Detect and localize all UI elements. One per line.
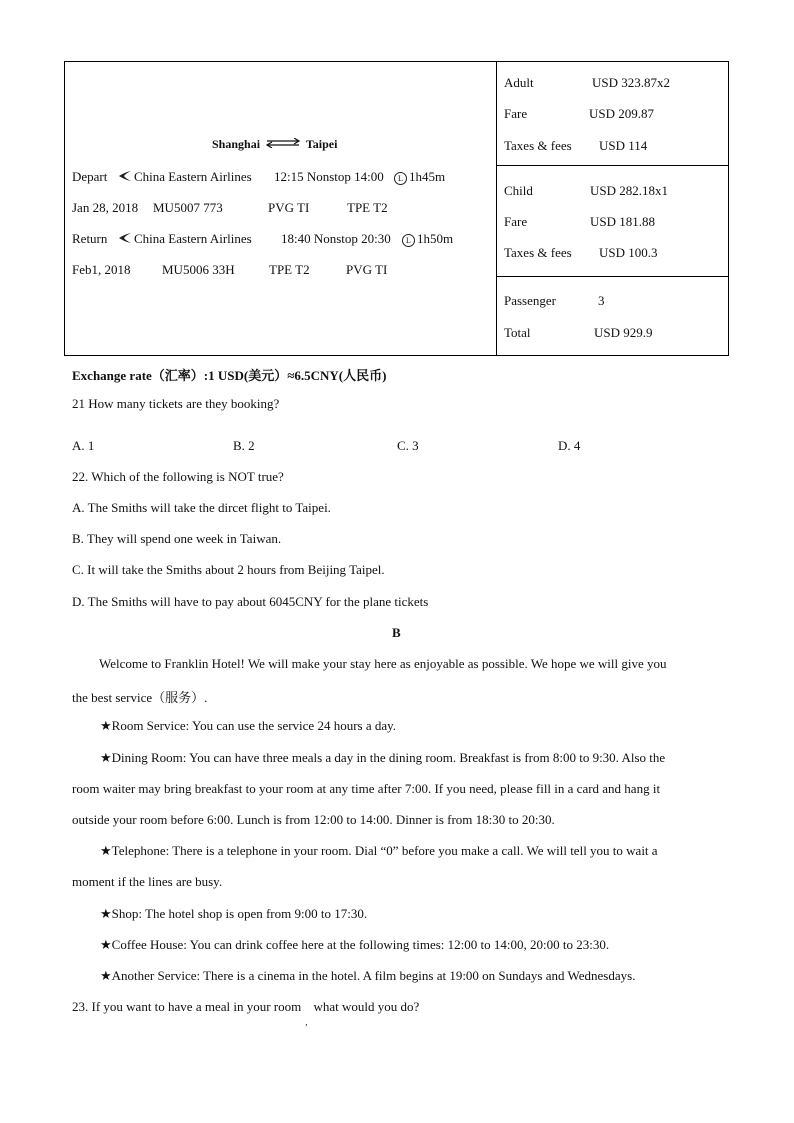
total-value: USD 929.9	[594, 325, 653, 340]
return-from-terminal: TPE T2	[269, 262, 310, 277]
return-to-terminal: PVG TI	[346, 262, 388, 277]
adult-value: USD 323.87x2	[592, 75, 671, 90]
intro-line-1: Welcome to Franklin Hotel! We will make your stay here as enjoyable as possible. We hope we will give you	[99, 656, 667, 671]
coffee-house-item: ★Coffee House: You can drink coffee here at the following times: 12:00 to 14:00, 20:00 to 23:30.	[100, 937, 610, 952]
depart-to-terminal: TPE T2	[347, 200, 388, 215]
adult-tax-value: USD 114	[599, 138, 648, 153]
room-service-item: ★Room Service: You can use the service 24 hours a day.	[100, 718, 397, 733]
return-duration-row	[400, 231, 453, 247]
child-fare-value: USD 181.88	[590, 214, 656, 229]
adult-fare-value: USD 209.87	[589, 106, 655, 121]
comma-mark: ,	[305, 1017, 308, 1027]
clock-icon: L	[402, 234, 415, 247]
depart-duration-row	[392, 169, 445, 185]
return-airline: China Eastern Airlines	[134, 231, 252, 246]
dining-line-1: ★Dining Room: You can have three meals a day in the dining room. Breakfast is from 8:00 to 9:30. Also the	[100, 750, 666, 765]
depart-airline: China Eastern Airlines	[134, 169, 252, 184]
child-tax-label: Taxes & fees	[504, 245, 572, 260]
q22-option-a: A. The Smiths will take the dircet flight to Taipei.	[72, 500, 331, 515]
return-times: 18:40 Nonstop 20:30	[281, 231, 391, 246]
clock-icon: L	[394, 172, 407, 185]
q21-option-a: A. 1	[72, 438, 95, 453]
route-from: Shanghai	[212, 137, 261, 151]
adult-tax-label: Taxes & fees	[504, 138, 572, 153]
round-trip-arrows-icon	[265, 138, 301, 148]
another-service-item: ★Another Service: There is a cinema in the hotel. A film begins at 19:00 on Sundays and Wednesdays.	[100, 968, 636, 983]
dining-line-2: room waiter may bring breakfast to your room at any time after 7:00. If you need, please fill in a card and hang it	[72, 781, 661, 796]
q21-option-b: B. 2	[233, 438, 255, 453]
adult-fare-label: Fare	[504, 106, 528, 121]
total-label: Total	[504, 325, 531, 340]
intro-line-2: the best service（服务）.	[72, 690, 208, 705]
exchange-rate: Exchange rate（汇率）:1 USD(美元）≈6.5CNY(人民币)	[72, 368, 387, 383]
depart-airline-row	[118, 169, 252, 185]
depart-duration: 1h45m	[409, 169, 446, 184]
depart-date: Jan 28, 2018	[72, 200, 139, 215]
return-label: Return	[72, 231, 108, 246]
return-date: Feb1, 2018	[72, 262, 131, 277]
q22-question: 22. Which of the following is NOT true?	[72, 469, 284, 484]
depart-label: Depart	[72, 169, 108, 184]
route-header	[212, 137, 337, 152]
passenger-value: 3	[598, 293, 605, 308]
q22-option-c: C. It will take the Smiths about 2 hours from Beijing Taipel.	[72, 562, 385, 577]
depart-times: 12:15 Nonstop 14:00	[274, 169, 384, 184]
q23-question-part-1: 23. If you want to have a meal in your room	[72, 999, 302, 1014]
q22-option-b: B. They will spend one week in Taiwan.	[72, 531, 282, 546]
table-divider-passenger	[496, 276, 729, 277]
q23-question-part-2: what would you do?	[313, 999, 420, 1014]
depart-flight-number: MU5007 773	[153, 200, 223, 215]
child-value: USD 282.18x1	[590, 183, 669, 198]
child-fare-label: Fare	[504, 214, 528, 229]
passenger-label: Passenger	[504, 293, 556, 308]
return-duration: 1h50m	[417, 231, 454, 246]
section-heading: B	[392, 625, 401, 640]
q21-option-d: D. 4	[558, 438, 581, 453]
q22-option-d: D. The Smiths will have to pay about 6045CNY for the plane tickets	[72, 594, 429, 609]
table-divider-child	[496, 165, 729, 166]
return-flight-number: MU5006 33H	[162, 262, 235, 277]
dining-line-3: outside your room before 6:00. Lunch is from 12:00 to 14:00. Dinner is from 18:30 to 20:30.	[72, 812, 555, 827]
airline-logo-icon	[118, 170, 132, 182]
route-to: Taipei	[305, 137, 338, 151]
child-tax-value: USD 100.3	[599, 245, 658, 260]
telephone-line-1: ★Telephone: There is a telephone in your room. Dial “0” before you make a call. We will tell you to wait a	[100, 843, 658, 858]
q21-option-c: C. 3	[397, 438, 419, 453]
telephone-line-2: moment if the lines are busy.	[72, 874, 223, 889]
q23-question	[72, 999, 420, 1027]
depart-from-terminal: PVG TI	[268, 200, 310, 215]
shop-item: ★Shop: The hotel shop is open from 9:00 to 17:30.	[100, 906, 368, 921]
q21-question: 21 How many tickets are they booking?	[72, 396, 280, 411]
return-airline-row	[118, 231, 252, 247]
child-label: Child	[504, 183, 533, 198]
adult-label: Adult	[504, 75, 534, 90]
airline-logo-icon	[118, 232, 132, 244]
table-divider-vertical	[496, 61, 497, 356]
